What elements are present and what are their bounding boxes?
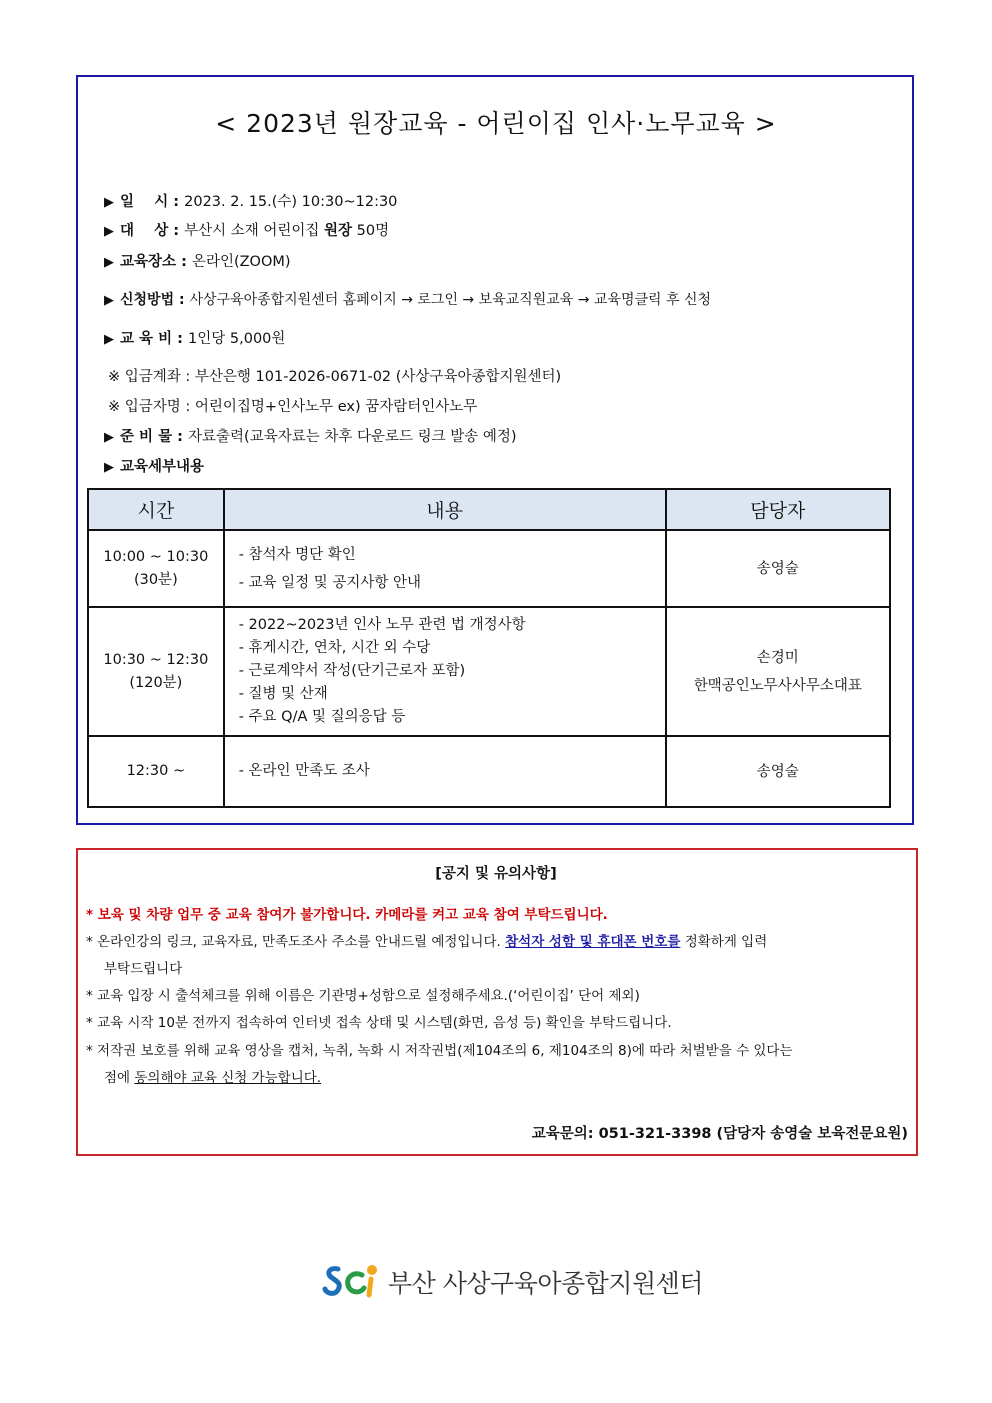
time-range: 10:30 ~ 12:30: [103, 651, 209, 668]
content-line: - 휴게시간, 연차, 시간 외 수당: [238, 640, 431, 656]
person-name: 손경미: [756, 649, 799, 666]
arrow-icon: ▶: [104, 460, 114, 475]
arrow-icon: ▶: [104, 224, 114, 239]
person-cell: [666, 607, 890, 736]
info-value: 온라인(ZOOM): [191, 254, 291, 270]
notice-title: [공지 및 유의사항]: [435, 866, 557, 882]
footer-logo: [322, 1262, 703, 1302]
info-value: 50명: [352, 223, 390, 239]
arrow-icon: ▶: [104, 293, 114, 308]
note-account: ※ 입금계좌 : 부산은행 101-2026-0671-02 (사상구육아종합지원센터): [108, 369, 562, 385]
notice-underlined: 동의해야 교육 신청 가능합니다.: [134, 1070, 322, 1086]
time-cell: [88, 736, 224, 807]
table-row: [88, 530, 890, 607]
notice-text: * 교육 시작 10분 전까지 접속하여 인터넷 접속 상태 및 시스템(화면, 음성 등) 확인을 부탁드립니다.: [86, 1015, 672, 1031]
notice-continuation: 부탁드립니다: [104, 961, 183, 977]
arrow-icon: ▶: [104, 332, 114, 347]
person-org: 한맥공인노무사사무소대표: [693, 677, 862, 694]
notice-item: [86, 902, 908, 929]
info-venue: ▶ 교육장소 : 온라인(ZOOM): [104, 254, 291, 270]
table-header-row: [88, 489, 890, 530]
info-value: 2023. 2. 15.(수) 10:30~12:30: [184, 194, 398, 210]
notice-item: [86, 983, 908, 1010]
header-time: 시간: [88, 489, 224, 530]
info-value: 1인당 5,000원: [188, 331, 286, 347]
content-line: - 질병 및 산재: [238, 686, 328, 702]
notice-text: * 저작권 보호를 위해 교육 영상을 캡처, 녹취, 녹화 시 저작권법(제104조의 6, 제104조의 8)에 따라 처벌받을 수 있다는: [86, 1043, 793, 1059]
notice-item: [86, 1038, 908, 1092]
sci-logo-icon: [322, 1261, 380, 1303]
info-label: 교육장소: [120, 254, 177, 270]
table-row: [88, 736, 890, 807]
info-label: 일 시: [120, 194, 169, 210]
person-name: 송영술: [756, 763, 799, 780]
content-line: - 2022~2023년 인사 노무 관련 법 개정사항: [238, 617, 526, 633]
schedule-table: [87, 488, 891, 808]
content-cell: [224, 607, 666, 736]
table-row: [88, 607, 890, 736]
person-cell: [666, 530, 890, 607]
info-value: 부산시 소재 어린이집: [184, 223, 325, 239]
inquiry-contact: 교육문의: 051-321-3398 (담당자 송영술 보육전문요원): [531, 1126, 908, 1142]
info-date: ▶ 일 시 : 2023. 2. 15.(수) 10:30~12:30: [104, 194, 398, 210]
time-range: 12:30 ~: [126, 763, 186, 779]
notice-warning-text: * 보육 및 차량 업무 중 교육 참여가 불가합니다. 카메라를 켜고 교육 참여 부탁드립니다.: [86, 907, 608, 923]
footer-org-name: 부산 사상구육아종합지원센터: [388, 1269, 703, 1298]
info-label: 준 비 물: [120, 429, 173, 445]
person-cell: [666, 736, 890, 807]
info-apply: ▶ 신청방법 : 사상구육아종합지원센터 홈페이지 → 로그인 → 보육교직원교육 → 교육명클릭 후 신청: [104, 292, 712, 308]
note-depositor: ※ 입금자명 : 어린이집명+인사노무 ex) 꿈자람터인사노무: [108, 399, 478, 415]
notice-text: 정확하게 입력: [680, 934, 768, 950]
info-fee: ▶ 교 육 비 : 1인당 5,000원: [104, 331, 286, 347]
notice-continuation: 점에: [104, 1070, 135, 1086]
content-line: - 온라인 만족도 조사: [238, 763, 370, 779]
notice-text: * 온라인강의 링크, 교육자료, 만족도조사 주소를 안내드릴 예정입니다.: [86, 934, 506, 950]
arrow-icon: ▶: [104, 255, 114, 270]
info-label: 교육세부내용: [120, 459, 205, 475]
content-cell: [224, 530, 666, 607]
notice-text: * 교육 입장 시 출석체크를 위해 이름은 기관명+성함으로 설정해주세요.(‘어린이집’ 단어 제외): [86, 988, 640, 1004]
content-line: - 주요 Q/A 및 질의응답 등: [238, 709, 406, 725]
person-name: 송영술: [756, 560, 799, 577]
notice-emphasis: 참석자 성함 및 휴대폰 번호를: [505, 934, 681, 950]
info-value-emphasis: 원장: [324, 223, 353, 239]
info-target: ▶ 대 상 : 부산시 소재 어린이집 원장 50명: [104, 223, 390, 239]
arrow-icon: ▶: [104, 430, 114, 445]
info-label: 교 육 비: [120, 331, 173, 347]
content-cell: [224, 736, 666, 807]
page-title: < 2023년 원장교육 - 어린이집 인사·노무교육 >: [215, 109, 777, 138]
time-cell: [88, 607, 224, 736]
content-line: - 참석자 명단 확인: [238, 546, 356, 563]
arrow-icon: ▶: [104, 195, 114, 210]
header-content: 내용: [224, 489, 666, 530]
content-line: - 근로계약서 작성(단기근로자 포함): [238, 663, 466, 679]
info-value: 자료출력(교육자료는 차후 다운로드 링크 발송 예정): [188, 429, 517, 445]
info-prep: ▶ 준 비 물 : 자료출력(교육자료는 차후 다운로드 링크 발송 예정): [104, 429, 517, 445]
info-label: 대 상: [120, 223, 169, 239]
content-line: - 교육 일정 및 공지사항 안내: [238, 574, 422, 591]
notice-item: [86, 929, 908, 983]
info-detail-heading: [104, 455, 204, 476]
time-cell: [88, 530, 224, 607]
info-label: 신청방법: [120, 292, 175, 308]
notice-item: [86, 1010, 908, 1037]
info-value: 사상구육아종합지원센터 홈페이지 → 로그인 → 보육교직원교육 → 교육명클릭 후 신청: [189, 292, 712, 308]
time-duration: (120분): [129, 674, 183, 691]
header-person: 담당자: [666, 489, 890, 530]
time-duration: (30분): [133, 571, 178, 588]
time-range: 10:00 ~ 10:30: [103, 548, 209, 565]
